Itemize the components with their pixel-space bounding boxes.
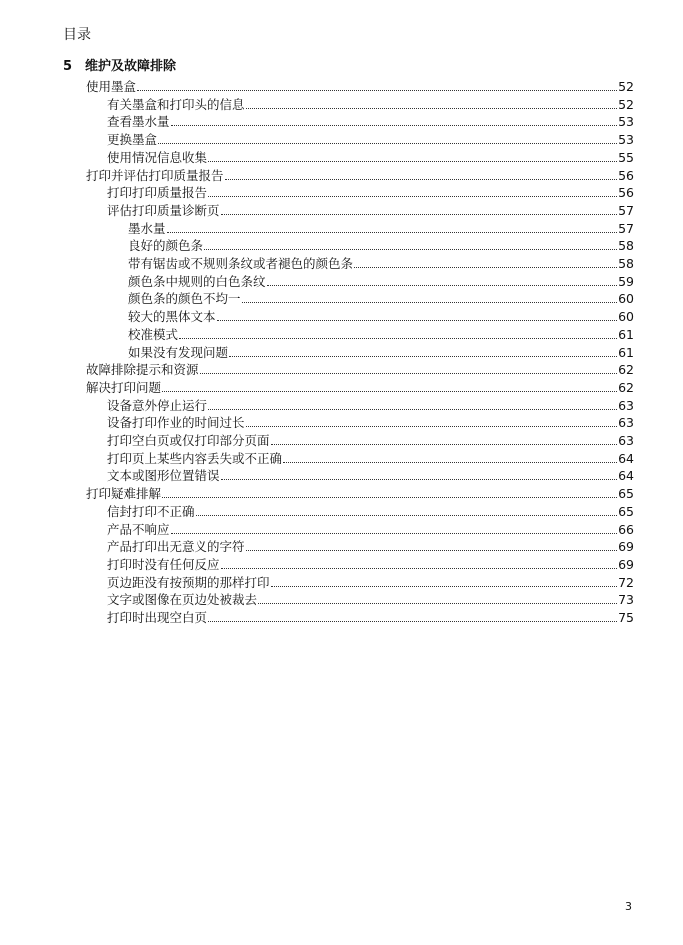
page-number: 3	[625, 900, 632, 913]
toc-entry-page: 72	[618, 574, 634, 590]
toc-entry[interactable]	[107, 183, 634, 200]
toc-entry[interactable]	[107, 148, 634, 165]
toc-entry[interactable]	[86, 166, 634, 183]
dot-leader	[196, 514, 618, 516]
toc-entry-label: 打印时没有任何反应	[107, 556, 220, 572]
toc-entry-page: 61	[618, 326, 634, 342]
toc-entry-page: 56	[618, 185, 634, 201]
dot-leader	[246, 107, 618, 109]
toc-entry[interactable]	[107, 95, 634, 112]
toc-entry-label: 使用情况信息收集	[107, 149, 208, 165]
toc-entry[interactable]	[86, 360, 634, 377]
dot-leader	[204, 248, 617, 250]
toc-entry-page: 60	[618, 309, 634, 325]
toc-entry-label: 较大的黑体文本	[128, 309, 216, 325]
toc-entry-page: 69	[618, 539, 634, 555]
toc-entry-page: 62	[618, 362, 634, 378]
dot-leader	[208, 408, 617, 410]
dot-leader	[158, 142, 617, 144]
toc-entry-label: 墨水量	[128, 220, 166, 236]
toc-entry[interactable]	[128, 325, 634, 342]
toc-entry-label: 信封打印不正确	[107, 503, 195, 519]
toc-entry[interactable]	[128, 289, 634, 306]
toc-entry[interactable]	[107, 396, 634, 413]
toc-entry-label: 评估打印质量诊断页	[107, 202, 220, 218]
dot-leader	[162, 390, 617, 392]
toc-entry-page: 53	[618, 132, 634, 148]
dot-leader	[221, 213, 618, 215]
toc-entry-page: 62	[618, 379, 634, 395]
toc-entry-page: 73	[618, 592, 634, 608]
dot-leader	[225, 178, 618, 180]
toc-entry-page: 64	[618, 468, 634, 484]
toc-entry-page: 58	[618, 256, 634, 271]
toc-entry-page: 66	[618, 521, 634, 537]
dot-leader	[221, 478, 618, 480]
dot-leader	[246, 549, 618, 551]
toc-entry-page: 63	[618, 415, 634, 431]
toc-entry-label: 校准模式	[128, 326, 179, 342]
dot-leader	[267, 284, 618, 286]
dot-leader	[354, 266, 617, 268]
toc-entry-page: 69	[618, 556, 634, 572]
toc-entry[interactable]	[107, 573, 634, 590]
toc-entry-label: 设备打印作业的时间过长	[107, 415, 245, 431]
toc-entry-page: 52	[618, 96, 634, 112]
toc-entry-label: 有关墨盒和打印头的信息	[107, 96, 245, 112]
dot-leader	[271, 585, 618, 587]
toc-entry-label: 带有锯齿或不规则条纹或者褪色的颜色条	[128, 256, 354, 271]
dot-leader	[137, 89, 617, 91]
toc-entry-label: 颜色条中规则的白色条纹	[128, 273, 266, 289]
toc-entry[interactable]	[86, 484, 634, 501]
toc-entry[interactable]	[107, 449, 634, 466]
dot-leader	[271, 443, 618, 445]
toc-entry-label: 解决打印问题	[86, 379, 162, 395]
toc-entry[interactable]	[86, 378, 634, 395]
toc-entry-label: 打印时出现空白页	[107, 610, 208, 625]
dot-leader	[208, 195, 617, 197]
toc-entry-page: 58	[618, 238, 634, 254]
chapter-title: 维护及故障排除	[85, 59, 177, 74]
toc-entry-page: 57	[618, 202, 634, 218]
toc-entry-page: 56	[618, 167, 634, 183]
dot-leader	[162, 496, 617, 498]
toc-entry-label: 查看墨水量	[107, 114, 170, 130]
toc-entry[interactable]	[107, 130, 634, 147]
toc-entry-page: 65	[618, 503, 634, 519]
toc-entry[interactable]	[107, 555, 634, 572]
toc-entry[interactable]	[107, 201, 634, 218]
toc-entry[interactable]	[107, 431, 634, 448]
toc-entry[interactable]	[107, 590, 634, 607]
dot-leader	[283, 461, 617, 463]
toc-entry[interactable]	[128, 236, 634, 253]
toc-entry[interactable]	[107, 608, 634, 625]
toc-entry[interactable]	[128, 272, 634, 289]
toc-entry-label: 设备意外停止运行	[107, 397, 208, 413]
toc-entry-label: 产品不响应	[107, 521, 170, 537]
dot-leader	[208, 620, 617, 622]
toc-entry-label: 使用墨盒	[86, 79, 137, 94]
toc-entry-label: 良好的颜色条	[128, 238, 204, 254]
toc-entry[interactable]	[107, 502, 634, 519]
dot-leader	[242, 301, 618, 303]
toc-entry[interactable]	[107, 466, 634, 483]
toc-entry-label: 打印疑难排解	[86, 486, 162, 502]
toc-entry[interactable]	[128, 219, 634, 236]
toc-entry-page: 64	[618, 450, 634, 466]
toc-entry-label: 产品打印出无意义的字符	[107, 539, 245, 555]
toc-entry-page: 52	[618, 79, 634, 94]
toc-entry-label: 打印空白页或仅打印部分页面	[107, 433, 270, 448]
dot-leader	[217, 319, 618, 321]
toc-entry[interactable]	[128, 307, 634, 324]
dot-leader	[208, 160, 617, 162]
toc-entry[interactable]	[107, 112, 634, 129]
toc-entry-page: 53	[618, 114, 634, 130]
toc-entry-label: 打印打印质量报告	[107, 185, 208, 201]
dot-leader	[246, 425, 618, 427]
toc-entry[interactable]	[107, 537, 634, 554]
dot-leader	[258, 602, 617, 604]
toc-entry[interactable]	[86, 77, 634, 94]
toc-entry-label: 打印页上某些内容丢失或不正确	[107, 450, 283, 466]
dot-leader	[229, 355, 617, 357]
page-header-title: 目录	[63, 27, 91, 43]
toc-entry-page: 63	[618, 433, 634, 448]
toc-entry[interactable]	[128, 343, 634, 360]
toc-entry-label: 页边距没有按预期的那样打印	[107, 574, 270, 590]
toc-entry-page: 60	[618, 291, 634, 307]
toc-entry-page: 75	[618, 610, 634, 625]
toc-entry-page: 57	[618, 220, 634, 236]
toc-entry-label: 更换墨盒	[107, 132, 158, 148]
dot-leader	[221, 567, 618, 569]
chapter-number: 5	[63, 59, 73, 74]
toc-entry-label: 故障排除提示和资源	[86, 362, 199, 378]
dot-leader	[171, 532, 618, 534]
toc-entry-label: 颜色条的颜色不均一	[128, 291, 241, 307]
dot-leader	[171, 124, 618, 126]
dot-leader	[200, 372, 618, 374]
toc-entry-label: 如果没有发现问题	[128, 344, 229, 360]
toc-entry-page: 55	[618, 149, 634, 165]
dot-leader	[167, 231, 618, 233]
toc-entry[interactable]	[107, 413, 634, 430]
toc-entry-page: 63	[618, 397, 634, 413]
toc-entry-page: 61	[618, 344, 634, 360]
toc-entry[interactable]	[107, 520, 634, 537]
toc-entry-label: 文字或图像在页边处被裁去	[107, 592, 258, 608]
toc-entry-page: 59	[618, 273, 634, 289]
dot-leader	[179, 337, 617, 339]
toc-entry-label: 文本或图形位置错误	[107, 468, 220, 484]
chapter-heading	[63, 59, 176, 75]
toc-entry-label: 打印并评估打印质量报告	[86, 167, 224, 183]
toc-entry[interactable]	[128, 254, 634, 271]
toc-entry-page: 65	[618, 486, 634, 502]
